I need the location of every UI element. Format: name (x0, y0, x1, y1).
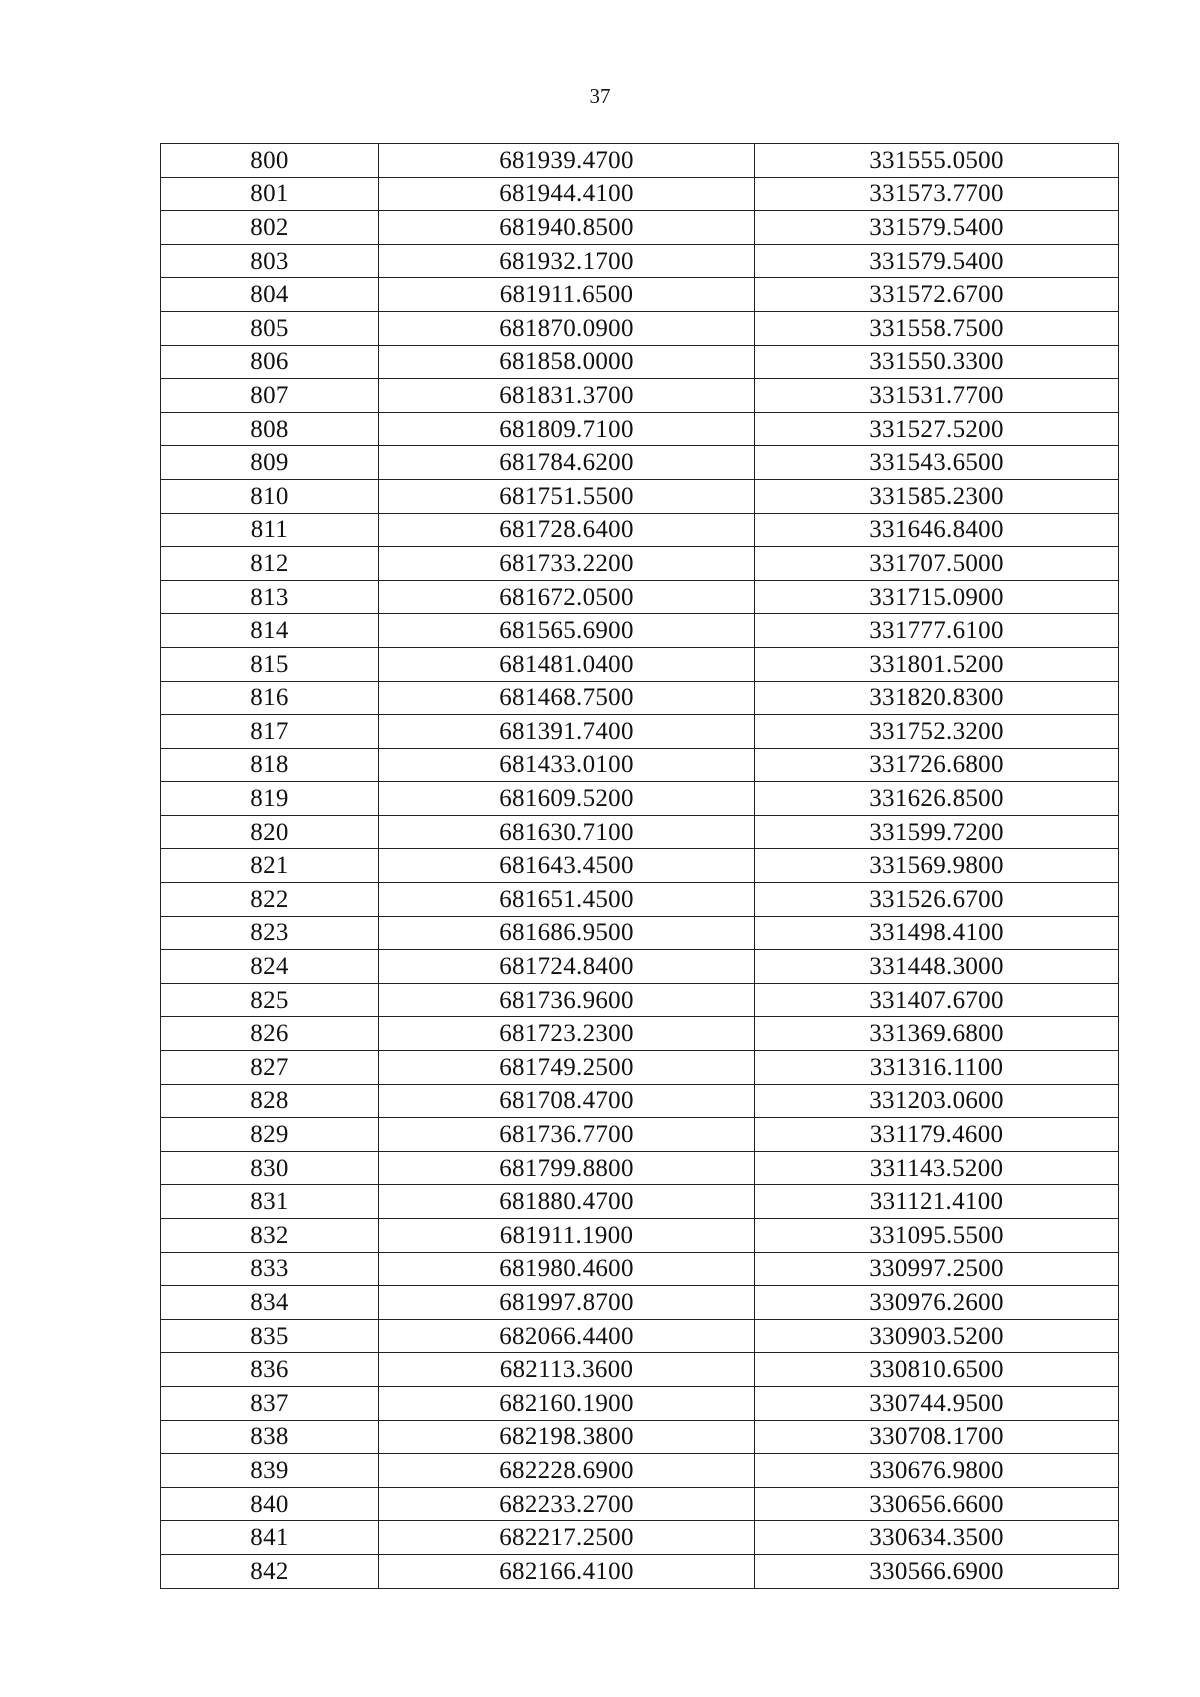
x-coordinate-cell: 681751.5500 (379, 479, 755, 513)
table-row (161, 1219, 1119, 1253)
x-coordinate-cell: 681809.7100 (379, 412, 755, 446)
point-number-cell: 806 (161, 345, 379, 379)
y-coordinate-cell: 331550.3300 (755, 345, 1119, 379)
point-number-cell: 835 (161, 1319, 379, 1353)
table-row (161, 379, 1119, 413)
y-coordinate-cell: 331626.8500 (755, 782, 1119, 816)
x-coordinate-cell: 681643.4500 (379, 849, 755, 883)
y-coordinate-cell: 331179.4600 (755, 1118, 1119, 1152)
point-number-cell: 807 (161, 379, 379, 413)
point-number-cell: 819 (161, 782, 379, 816)
table-row (161, 1151, 1119, 1185)
point-number-cell: 831 (161, 1185, 379, 1219)
point-number-cell: 827 (161, 1051, 379, 1085)
point-number-cell: 825 (161, 983, 379, 1017)
y-coordinate-cell: 331646.8400 (755, 513, 1119, 547)
x-coordinate-cell: 681630.7100 (379, 815, 755, 849)
point-number-cell: 842 (161, 1554, 379, 1588)
y-coordinate-cell: 331527.5200 (755, 412, 1119, 446)
y-coordinate-cell: 331752.3200 (755, 715, 1119, 749)
table-row (161, 580, 1119, 614)
x-coordinate-cell: 681391.7400 (379, 715, 755, 749)
coordinates-table (160, 143, 1119, 1589)
point-number-cell: 834 (161, 1286, 379, 1320)
x-coordinate-cell: 681799.8800 (379, 1151, 755, 1185)
x-coordinate-cell: 681880.4700 (379, 1185, 755, 1219)
point-number-cell: 833 (161, 1252, 379, 1286)
table-row (161, 1521, 1119, 1555)
point-number-cell: 837 (161, 1386, 379, 1420)
table-row (161, 614, 1119, 648)
point-number-cell: 804 (161, 278, 379, 312)
table-row (161, 1454, 1119, 1488)
point-number-cell: 828 (161, 1084, 379, 1118)
x-coordinate-cell: 682233.2700 (379, 1487, 755, 1521)
x-coordinate-cell: 681651.4500 (379, 883, 755, 917)
y-coordinate-cell: 330566.6900 (755, 1554, 1119, 1588)
y-coordinate-cell: 330634.3500 (755, 1521, 1119, 1555)
y-coordinate-cell: 331573.7700 (755, 177, 1119, 211)
point-number-cell: 823 (161, 916, 379, 950)
y-coordinate-cell: 331095.5500 (755, 1219, 1119, 1253)
x-coordinate-cell: 681723.2300 (379, 1017, 755, 1051)
table-row (161, 1487, 1119, 1521)
y-coordinate-cell: 331585.2300 (755, 479, 1119, 513)
x-coordinate-cell: 681980.4600 (379, 1252, 755, 1286)
table-row (161, 950, 1119, 984)
table-row (161, 715, 1119, 749)
x-coordinate-cell: 681831.3700 (379, 379, 755, 413)
table-body (161, 144, 1119, 1589)
point-number-cell: 824 (161, 950, 379, 984)
point-number-cell: 800 (161, 144, 379, 178)
table-row (161, 412, 1119, 446)
table-row (161, 479, 1119, 513)
point-number-cell: 838 (161, 1420, 379, 1454)
x-coordinate-cell: 681911.6500 (379, 278, 755, 312)
x-coordinate-cell: 681686.9500 (379, 916, 755, 950)
x-coordinate-cell: 681728.6400 (379, 513, 755, 547)
x-coordinate-cell: 681724.8400 (379, 950, 755, 984)
point-number-cell: 808 (161, 412, 379, 446)
table-row (161, 311, 1119, 345)
point-number-cell: 817 (161, 715, 379, 749)
y-coordinate-cell: 331121.4100 (755, 1185, 1119, 1219)
point-number-cell: 805 (161, 311, 379, 345)
point-number-cell: 802 (161, 211, 379, 245)
x-coordinate-cell: 681609.5200 (379, 782, 755, 816)
table-row (161, 1118, 1119, 1152)
table-row (161, 177, 1119, 211)
page-number: 37 (589, 84, 611, 108)
table-row (161, 244, 1119, 278)
x-coordinate-cell: 682166.4100 (379, 1554, 755, 1588)
table-row (161, 547, 1119, 581)
table-row (161, 1084, 1119, 1118)
y-coordinate-cell: 331555.0500 (755, 144, 1119, 178)
table-row (161, 1286, 1119, 1320)
point-number-cell: 803 (161, 244, 379, 278)
table-row (161, 883, 1119, 917)
x-coordinate-cell: 681733.2200 (379, 547, 755, 581)
y-coordinate-cell: 331526.6700 (755, 883, 1119, 917)
point-number-cell: 821 (161, 849, 379, 883)
table-row (161, 1017, 1119, 1051)
table-row (161, 1252, 1119, 1286)
y-coordinate-cell: 330744.9500 (755, 1386, 1119, 1420)
point-number-cell: 801 (161, 177, 379, 211)
y-coordinate-cell: 330656.6600 (755, 1487, 1119, 1521)
y-coordinate-cell: 331203.0600 (755, 1084, 1119, 1118)
table-row (161, 1554, 1119, 1588)
table-row (161, 647, 1119, 681)
point-number-cell: 839 (161, 1454, 379, 1488)
x-coordinate-cell: 681932.1700 (379, 244, 755, 278)
y-coordinate-cell: 331407.6700 (755, 983, 1119, 1017)
y-coordinate-cell: 330903.5200 (755, 1319, 1119, 1353)
y-coordinate-cell: 331726.6800 (755, 748, 1119, 782)
point-number-cell: 841 (161, 1521, 379, 1555)
table-row (161, 1185, 1119, 1219)
y-coordinate-cell: 331572.6700 (755, 278, 1119, 312)
point-number-cell: 810 (161, 479, 379, 513)
x-coordinate-cell: 681749.2500 (379, 1051, 755, 1085)
point-number-cell: 836 (161, 1353, 379, 1387)
x-coordinate-cell: 681468.7500 (379, 681, 755, 715)
table-row (161, 1353, 1119, 1387)
y-coordinate-cell: 331820.8300 (755, 681, 1119, 715)
table-row (161, 345, 1119, 379)
point-number-cell: 820 (161, 815, 379, 849)
y-coordinate-cell: 331777.6100 (755, 614, 1119, 648)
y-coordinate-cell: 331599.7200 (755, 815, 1119, 849)
table-row (161, 278, 1119, 312)
y-coordinate-cell: 331715.0900 (755, 580, 1119, 614)
table-row (161, 1386, 1119, 1420)
table-row (161, 815, 1119, 849)
x-coordinate-cell: 681784.6200 (379, 446, 755, 480)
x-coordinate-cell: 682160.1900 (379, 1386, 755, 1420)
x-coordinate-cell: 681565.6900 (379, 614, 755, 648)
x-coordinate-cell: 681911.1900 (379, 1219, 755, 1253)
table-row (161, 849, 1119, 883)
y-coordinate-cell: 331498.4100 (755, 916, 1119, 950)
table-row (161, 1319, 1119, 1353)
table-row (161, 916, 1119, 950)
x-coordinate-cell: 681944.4100 (379, 177, 755, 211)
y-coordinate-cell: 331369.6800 (755, 1017, 1119, 1051)
y-coordinate-cell: 331543.6500 (755, 446, 1119, 480)
x-coordinate-cell: 681736.9600 (379, 983, 755, 1017)
x-coordinate-cell: 681672.0500 (379, 580, 755, 614)
table-row (161, 681, 1119, 715)
y-coordinate-cell: 330976.2600 (755, 1286, 1119, 1320)
x-coordinate-cell: 681940.8500 (379, 211, 755, 245)
x-coordinate-cell: 681858.0000 (379, 345, 755, 379)
x-coordinate-cell: 681481.0400 (379, 647, 755, 681)
y-coordinate-cell: 331579.5400 (755, 211, 1119, 245)
x-coordinate-cell: 682113.3600 (379, 1353, 755, 1387)
x-coordinate-cell: 682217.2500 (379, 1521, 755, 1555)
y-coordinate-cell: 331143.5200 (755, 1151, 1119, 1185)
table-row (161, 211, 1119, 245)
x-coordinate-cell: 681708.4700 (379, 1084, 755, 1118)
point-number-cell: 822 (161, 883, 379, 917)
y-coordinate-cell: 330676.9800 (755, 1454, 1119, 1488)
y-coordinate-cell: 331448.3000 (755, 950, 1119, 984)
point-number-cell: 815 (161, 647, 379, 681)
x-coordinate-cell: 681736.7700 (379, 1118, 755, 1152)
y-coordinate-cell: 331531.7700 (755, 379, 1119, 413)
x-coordinate-cell: 681997.8700 (379, 1286, 755, 1320)
point-number-cell: 811 (161, 513, 379, 547)
table-row (161, 513, 1119, 547)
point-number-cell: 826 (161, 1017, 379, 1051)
y-coordinate-cell: 331569.9800 (755, 849, 1119, 883)
table-row (161, 446, 1119, 480)
y-coordinate-cell: 330810.6500 (755, 1353, 1119, 1387)
x-coordinate-cell: 681433.0100 (379, 748, 755, 782)
point-number-cell: 829 (161, 1118, 379, 1152)
y-coordinate-cell: 331558.7500 (755, 311, 1119, 345)
x-coordinate-cell: 681870.0900 (379, 311, 755, 345)
table-row (161, 1420, 1119, 1454)
table-row (161, 1051, 1119, 1085)
point-number-cell: 809 (161, 446, 379, 480)
point-number-cell: 818 (161, 748, 379, 782)
y-coordinate-cell: 331316.1100 (755, 1051, 1119, 1085)
point-number-cell: 832 (161, 1219, 379, 1253)
point-number-cell: 816 (161, 681, 379, 715)
point-number-cell: 813 (161, 580, 379, 614)
table-row (161, 782, 1119, 816)
y-coordinate-cell: 331801.5200 (755, 647, 1119, 681)
y-coordinate-cell: 331707.5000 (755, 547, 1119, 581)
x-coordinate-cell: 682066.4400 (379, 1319, 755, 1353)
x-coordinate-cell: 682228.6900 (379, 1454, 755, 1488)
y-coordinate-cell: 330708.1700 (755, 1420, 1119, 1454)
point-number-cell: 812 (161, 547, 379, 581)
y-coordinate-cell: 331579.5400 (755, 244, 1119, 278)
table-row (161, 983, 1119, 1017)
table-row (161, 748, 1119, 782)
table-row (161, 144, 1119, 178)
point-number-cell: 840 (161, 1487, 379, 1521)
x-coordinate-cell: 681939.4700 (379, 144, 755, 178)
point-number-cell: 814 (161, 614, 379, 648)
point-number-cell: 830 (161, 1151, 379, 1185)
y-coordinate-cell: 330997.2500 (755, 1252, 1119, 1286)
x-coordinate-cell: 682198.3800 (379, 1420, 755, 1454)
